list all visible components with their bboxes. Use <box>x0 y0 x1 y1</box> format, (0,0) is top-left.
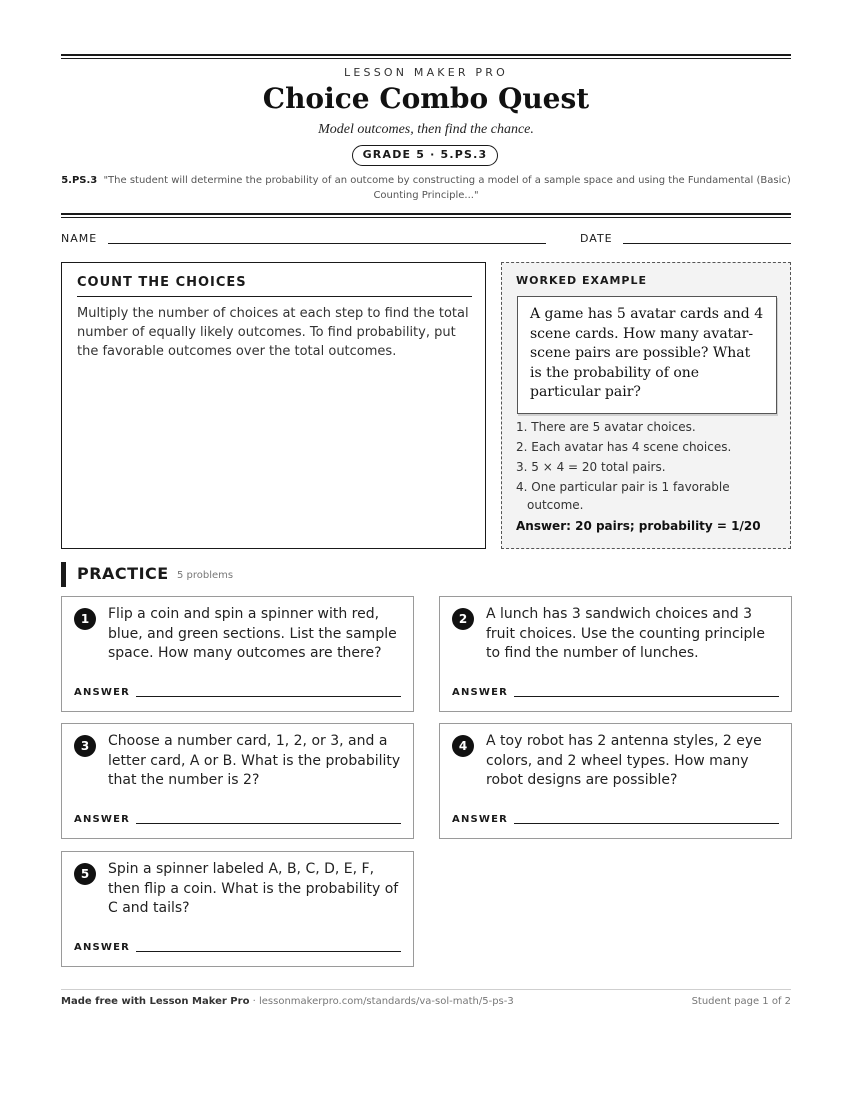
answer-label: ANSWER <box>74 814 131 825</box>
problem-text: A lunch has 3 sandwich choices and 3 fruit choices. Use the counting principle to find the number of lunches. <box>486 606 765 661</box>
page-title: Choice Combo Quest <box>262 82 590 115</box>
answer-field[interactable] <box>514 696 779 697</box>
grade-badge: GRADE 5 · 5.PS.3 <box>352 145 498 166</box>
practice-problem <box>61 851 414 967</box>
practice-accent-bar <box>61 562 66 587</box>
student-fields <box>61 231 791 247</box>
problem-text: Flip a coin and spin a spinner with red, blue, and green sections. List the sample space. How many outcomes are there? <box>108 606 397 661</box>
concept-heading: COUNT THE CHOICES <box>77 275 247 290</box>
standard-statement <box>61 173 791 203</box>
worked-example-answer: Answer: 20 pairs; probability = 1/20 <box>516 519 761 533</box>
standard-text: "The student will determine the probability of an outcome by constructing a model of a sample space and using the Fundamental (Basic) Counting Principle..." <box>103 175 791 201</box>
answer-label: ANSWER <box>452 814 509 825</box>
top-double-rule <box>61 54 791 59</box>
answer-field[interactable] <box>136 951 401 952</box>
worked-example-step: 3. 5 × 4 = 20 total pairs. <box>516 460 666 474</box>
worked-example-steps <box>516 418 786 516</box>
problem-number-badge: 4 <box>452 735 474 757</box>
name-field[interactable] <box>108 243 546 244</box>
worked-example-box <box>501 262 791 549</box>
footer-divider <box>61 989 791 990</box>
standard-code: 5.PS.3 <box>61 175 98 186</box>
answer-label: ANSWER <box>452 687 509 698</box>
date-field[interactable] <box>623 243 791 244</box>
footer-page-number: Student page 1 of 2 <box>691 996 791 1007</box>
practice-problem <box>61 723 414 839</box>
answer-field[interactable] <box>136 823 401 824</box>
worked-example-step: 1. There are 5 avatar choices. <box>516 420 696 434</box>
date-label: DATE <box>580 232 613 245</box>
problem-number-badge: 3 <box>74 735 96 757</box>
problem-text: Choose a number card, 1, 2, or 3, and a letter card, A or B. What is the probability that the number is 2? <box>108 733 401 788</box>
footer-made-with: Made free with Lesson Maker Pro <box>61 996 250 1007</box>
answer-field[interactable] <box>514 823 779 824</box>
concept-heading-rule <box>77 296 472 297</box>
footer-credit <box>61 996 514 1007</box>
problem-number-badge: 1 <box>74 608 96 630</box>
answer-label: ANSWER <box>74 942 131 953</box>
answer-label: ANSWER <box>74 687 131 698</box>
name-label: NAME <box>61 232 98 245</box>
worked-example-step: 4. One particular pair is 1 favorable outcome. <box>516 480 730 512</box>
practice-problem <box>439 723 792 839</box>
page-subtitle: Model outcomes, then find the chance. <box>318 122 534 137</box>
worked-example-heading: WORKED EXAMPLE <box>516 274 647 287</box>
concept-body: Multiply the number of choices at each step to find the total number of equally likely outcomes. To find probability, put the favorable outcomes over the total outcomes. <box>77 306 469 359</box>
problem-number-badge: 2 <box>452 608 474 630</box>
answer-field[interactable] <box>136 696 401 697</box>
brand-label: LESSON MAKER PRO <box>344 66 508 79</box>
problem-text: Spin a spinner labeled A, B, C, D, E, F, then flip a coin. What is the probability of C and tails? <box>108 861 399 916</box>
practice-problem <box>439 596 792 712</box>
practice-problem <box>61 596 414 712</box>
practice-count: 5 problems <box>177 570 234 581</box>
practice-title: PRACTICE <box>77 564 169 583</box>
concept-box <box>61 262 486 549</box>
footer-url: · lessonmakerpro.com/standards/va-sol-math/5-ps-3 <box>249 996 514 1007</box>
worked-example-problem: A game has 5 avatar cards and 4 scene cards. How many avatar-scene pairs are possible? What is the probability of one particular pair? <box>517 296 777 414</box>
header-double-rule <box>61 213 791 218</box>
worked-example-step: 2. Each avatar has 4 scene choices. <box>516 440 732 454</box>
problem-number-badge: 5 <box>74 863 96 885</box>
problem-text: A toy robot has 2 antenna styles, 2 eye colors, and 2 wheel types. How many robot designs are possible? <box>486 733 762 788</box>
